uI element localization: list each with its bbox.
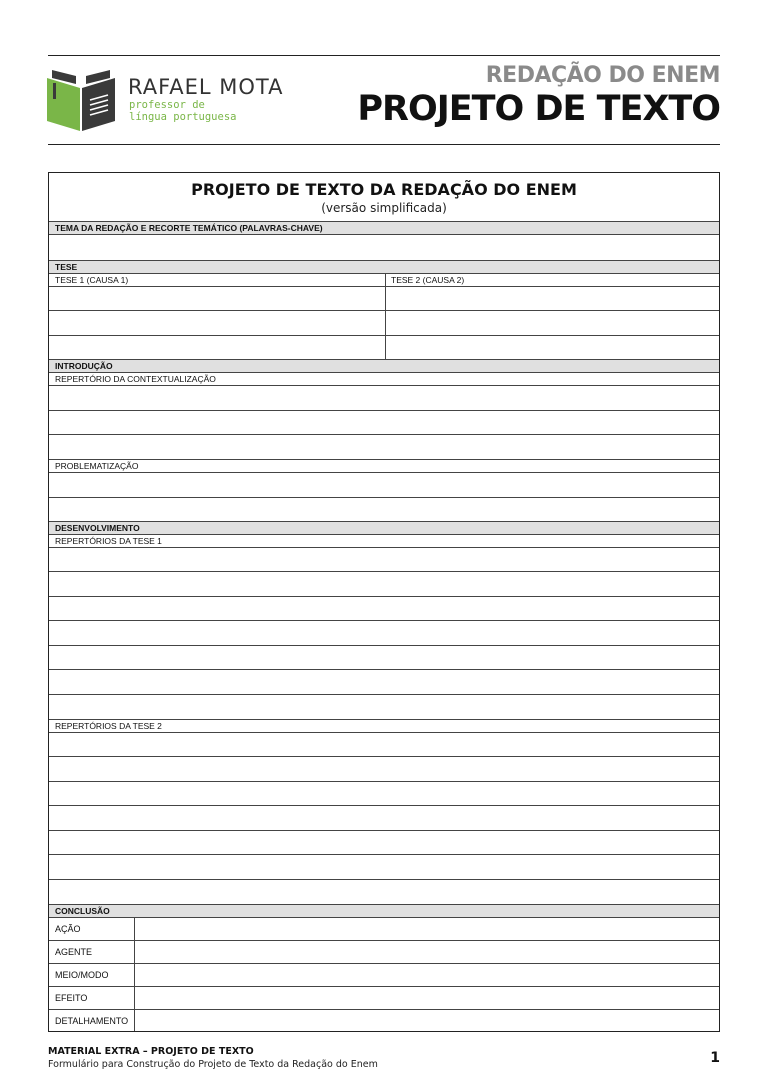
form-subtitle: (versão simplificada) [321,201,447,215]
brand-tagline-line1: professor de [129,99,205,111]
conclusao-item-meio-modo: MEIO/MODO [55,970,109,980]
rule [49,917,719,918]
rule [49,534,719,535]
rule [49,286,719,287]
rule [49,940,719,941]
rule [49,434,719,435]
introducao-header: INTRODUÇÃO [55,361,113,371]
rule [49,963,719,964]
rule [49,596,719,597]
tese-column-divider [385,273,386,359]
footer-subtitle: Formulário para Construção do Projeto de Texto da Redação do Enem [48,1059,378,1070]
repertorios-tese2-label: REPERTÓRIOS DA TESE 2 [55,721,162,731]
introducao-header-bg [49,359,719,372]
conclusao-item-efeito: EFEITO [55,993,88,1003]
rule [49,756,719,757]
conclusao-item-detalhamento: DETALHAMENTO [55,1016,129,1026]
desenvolvimento-header-bg [49,521,719,534]
tema-label: TEMA DA REDAÇÃO E RECORTE TEMÁTICO (PALAVRAS-CHAVE) [55,223,323,233]
form-title: PROJETO DE TEXTO DA REDAÇÃO DO ENEM [191,180,577,199]
rule [49,571,719,572]
brand-name: RAFAEL MOTA [128,75,284,99]
rule [49,547,719,548]
rule [49,1009,719,1010]
rule [49,645,719,646]
header-top-rule [48,55,720,56]
footer-title: MATERIAL EXTRA – PROJETO DE TEXTO [48,1046,254,1057]
rule [49,521,719,522]
rule [49,260,719,261]
rule [49,830,719,831]
rule [49,472,719,473]
rule [49,620,719,621]
conclusao-item-acao: AÇÃO [55,924,81,934]
page-title: PROJETO DE TEXTO [357,89,720,129]
rule [49,732,719,733]
rule [49,879,719,880]
rule [49,335,719,336]
rule [49,854,719,855]
tese-header-bg [49,260,719,273]
rule [49,221,719,222]
rule [49,410,719,411]
contextualizacao-label: REPERTÓRIO DA CONTEXTUALIZAÇÃO [55,374,216,384]
header-kicker: REDAÇÃO DO ENEM [485,63,720,88]
repertorios-tese1-label: REPERTÓRIOS DA TESE 1 [55,536,162,546]
book-logo-icon [46,66,116,132]
conclusao-column-divider [134,917,135,1031]
brand-tagline-line2: língua portuguesa [129,111,237,123]
rule [49,694,719,695]
project-form [48,172,720,1032]
conclusao-item-agente: AGENTE [55,947,93,957]
rule [49,459,719,460]
header-bottom-rule [48,144,720,145]
rule [49,234,719,235]
brand-tagline [129,99,236,123]
rule [49,904,719,905]
conclusao-header-bg [49,904,719,917]
rule [49,669,719,670]
page-number: 1 [710,1050,720,1066]
rule [49,359,719,360]
rule [49,310,719,311]
rule [49,273,719,274]
tese2-label: TESE 2 (CAUSA 2) [391,275,465,285]
rule [49,805,719,806]
tese-header: TESE [55,262,78,272]
rule [49,372,719,373]
rule [49,497,719,498]
problematizacao-label: PROBLEMATIZAÇÃO [55,461,139,471]
desenvolvimento-header: DESENVOLVIMENTO [55,523,140,533]
conclusao-header: CONCLUSÃO [55,906,110,916]
rule [49,781,719,782]
tese1-label: TESE 1 (CAUSA 1) [55,275,129,285]
rule [49,719,719,720]
rule [49,986,719,987]
rule [49,385,719,386]
